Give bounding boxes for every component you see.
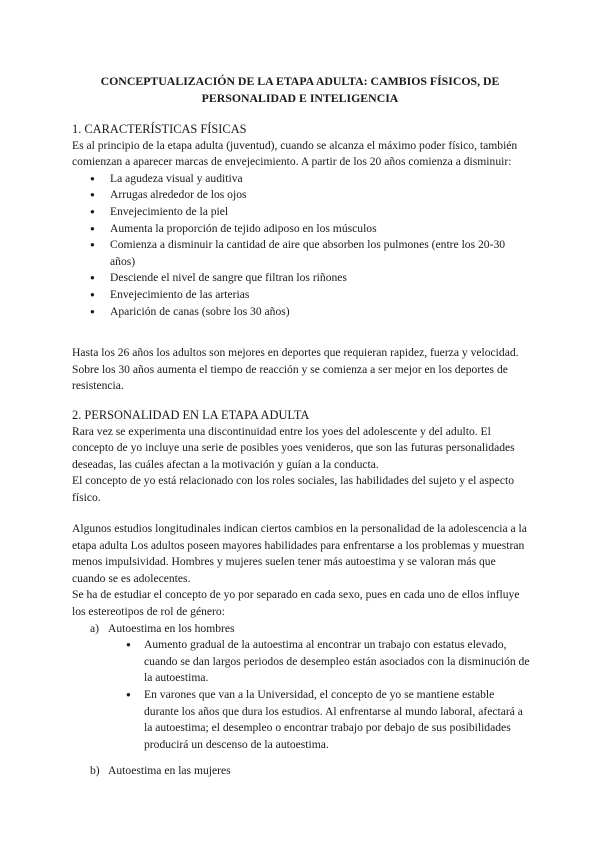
list-item: ● Comienza a disminuir la cantidad de aire que absorben los pulmones (entre los 20-30 años) <box>72 237 530 270</box>
personality-paragraph-2: El concepto de yo está relacionado con los roles sociales, las habilidades del sujeto y el aspecto físico. <box>72 474 515 504</box>
list-item: ● Aparición de canas (sobre los 30 años) <box>72 304 530 321</box>
women-self-esteem <box>72 763 530 780</box>
personality-studies <box>72 521 530 753</box>
document-title: CONCEPTUALIZACIÓN DE LA ETAPA ADULTA: CAMBIOS FÍSICOS, DE PERSONALIDAD E INTELIGENCIA <box>100 74 500 105</box>
list-item-a <box>72 621 530 638</box>
list-item: ● Desciende el nivel de sangre que filtran los riñones <box>72 270 530 287</box>
personality-paragraph-3: Algunos estudios longitudinales indican ciertos cambios en la personalidad de la adolescencia a la etapa adulta Los adultos poseen mayores habilidades para enfrentarse a los problemas y muestran menos impulsividad. Hombres y mujeres suelen tener más autoestima y se valoran más que cuando se es adolecentes. <box>72 522 527 585</box>
list-item: ● Aumenta la proporción de tejido adiposo en los músculos <box>72 221 530 238</box>
physical-closing-paragraph: Hasta los 26 años los adultos son mejores en deportes que requieran rapidez, fuerza y velocidad. Sobre los 30 años aumenta el tiempo de reacción y se comienza a ser mejor en los deportes de resistencia. <box>72 346 519 393</box>
self-esteem-list-b <box>72 763 530 780</box>
personality-paragraph-4: Se ha de estudiar el concepto de yo por separado en cada sexo, pues en cada uno de ellos influye los estereotipos de rol de género: <box>72 588 520 618</box>
physical-intro-paragraph: Es al principio de la etapa adulta (juventud), cuando se alcanza el máximo poder físico, también comienzan a aparecer marcas de envejecimiento. A partir de los 20 años comienza a disminuir: <box>72 138 518 169</box>
section-personality <box>72 407 530 507</box>
section-heading-physical: 1. CARACTERÍSTICAS FÍSICAS <box>72 122 247 136</box>
personality-paragraph-1: Rara vez se experimenta una discontinuidad entre los yoes del adolescente y del adulto. El concepto de yo incluye una serie de posibles yoes venideros, que son las futuras personalidades deseadas, las cuáles afectan a la motivación y guían a la conducta. <box>72 424 515 471</box>
list-item: ● La agudeza visual y auditiva <box>72 171 530 188</box>
list-item: ● En varones que van a la Universidad, el concepto de yo se mantiene estable durante los años que dura los estudios. Al enfrentarse al mundo laboral, afectará a la autoestima; el desempleo o encontrar trabajo por debajo de sus posibilidades producirá un descenso de la autoestima. <box>108 687 530 753</box>
list-item-b <box>72 763 530 780</box>
list-marker-b: b) <box>90 764 100 777</box>
list-item: ● Arrugas alrededor de los ojos <box>72 187 530 204</box>
physical-closing <box>72 345 530 395</box>
list-item: ● Envejecimiento de las arterias <box>72 287 530 304</box>
list-item-a-text: Autoestima en los hombres <box>108 621 235 635</box>
section-physical <box>72 121 530 320</box>
section-heading-personality: 2. PERSONALIDAD EN LA ETAPA ADULTA <box>72 408 310 422</box>
men-self-esteem-list <box>108 637 530 753</box>
list-item: ● Envejecimiento de la piel <box>72 204 530 221</box>
physical-changes-list <box>72 171 530 320</box>
list-marker-a: a) <box>90 621 100 635</box>
list-item: ● Aumento gradual de la autoestima al encontrar un trabajo con estatus elevado, cuando se dan largos periodos de desempleo están asociados con la disminución de la autoestima. <box>108 637 530 687</box>
list-item-b-text: Autoestima en las mujeres <box>108 764 231 777</box>
self-esteem-list <box>72 621 530 638</box>
